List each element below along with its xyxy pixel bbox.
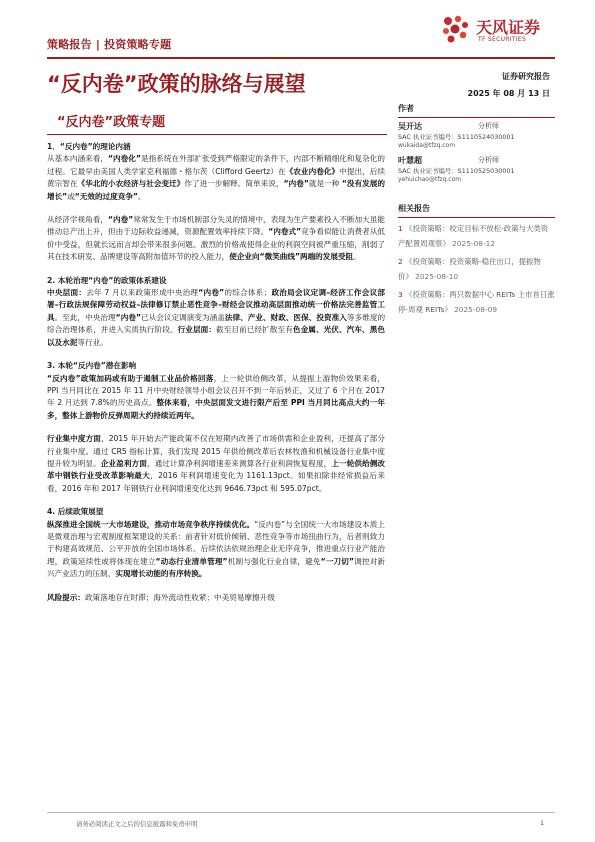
section-1-title: 1．“反内卷”的理论内涵 xyxy=(47,142,131,151)
author-sac: SAC 执业证书编号：S1110524030001 xyxy=(398,133,515,141)
logo-name: 天风证券 xyxy=(476,18,541,37)
author-email[interactable]: yehuichao@tfzq.com xyxy=(398,176,462,183)
author-sac: SAC 执业证书编号：S1110525030001 xyxy=(398,167,515,175)
page-title: “反内卷”政策的脉络与展望 xyxy=(47,72,306,96)
author-role: 分析师 xyxy=(478,122,499,130)
related-report[interactable]: 1 《投资策略：咬定目标不放松-政策与大类资产配置周观察》 2025-08-12 xyxy=(398,224,549,248)
author-role: 分析师 xyxy=(478,156,499,164)
section-3-title: 3. 本轮“反内卷”潜在影响 xyxy=(47,361,137,371)
author-card xyxy=(398,155,555,195)
related-report[interactable]: 2 《投资策略：投资策略-稳住出口，提振物价》 2025-08-10 xyxy=(398,257,541,281)
section-3-paragraph-2: 行业集中度方面，2015 年开始去产能政策不仅在短期内改善了市场供需和企业盈利，还提高了部分行业集中度。通过 CR5 指标计算，我们发现 2015 年供给侧改革后农林牧渔和机械设备行业集中度提升较为明显。企业盈利方面，通过计算净利润增速差来测算各行业利润恢复程度，上一轮供给侧改革中钢铁行业受改革影响最大，2016 年利润增速变化为 1161.13pct。如果扣除非经常损益后来看，2016 年和 2017 年钢铁行业利润增速变化达到 9646.73pct 和 595.07pct。 xyxy=(47,434,386,493)
related-report[interactable]: 3 《投资策略：两只数据中心 REITs 上市首日涨停-周观 REITs》 2025-08-09 xyxy=(398,290,555,314)
logo-mark-icon xyxy=(438,13,472,47)
report-category: 策略报告 | 投资策略专题 xyxy=(47,38,172,51)
section-2-paragraph: 中央层面：去年 7 月以来政策形成中央治理“内卷”的综合体系；政治局会议定调–经济工作会议部署–行政法规保障劳动权益–法律修订禁止恶性竞争–财经会议推动高层面推动统一价格法完善监管工具。至此，中央治理“内卷”已从会议定调演变为涵盖法律、产业、财政、医保、投资准入等多维度的综合治理体系，并进入实质执行阶段。行业层面：截至目前已经扩散至有色金属、光伏、汽车、黑色以及水泥等行业。 xyxy=(47,288,386,347)
subtitle-divider xyxy=(47,134,387,135)
report-date: 2025 年 08 月 13 日 xyxy=(467,89,550,98)
section-4-title: 4. 后续政策展望 xyxy=(47,507,104,517)
report-type: 证券研究报告 xyxy=(502,72,550,81)
section-4-paragraph: 纵深推进全国统一大市场建设，推动市场竞争秩序持续优化。“反内卷”与全国统一大市场建设本质上是微观治理与宏观制度框架建设的关系：前者针对低价倾销、恶性竞争等市场扭曲行为，后者则致力于构建高效规范、公平开放的全国市场体系。后续依法依规治理企业无序竞争，推进重点行业产能治理，政策延续性或将体现在建立“动态行业清单管理”机制与强化行业自律，避免“一刀切”调控对新兴产业活力的压制，实现增长动能的有序转换。 xyxy=(47,519,386,579)
header-divider xyxy=(47,57,555,59)
footer-divider xyxy=(47,812,555,813)
author-name: 叶慧超 xyxy=(398,156,422,165)
subtitle: “反内卷”政策专题 xyxy=(57,115,166,130)
section-3-paragraph-1: “反内卷”政策加码或有助于遏制工业品价格回落。上一轮供给侧改革，从提振上游物价效果来看，PPI 当月同比在 2015 年 11 月中央财经领导小组会议召开不到一年后转正，又过了 6 个月在 2017 年 2 月达到 7.8%的历史高点。整体来看，中央层面发文进行限产后至 PPI 当月同比高点大约一年多，整体上游物价反弹周期大约持续近两年。 xyxy=(47,373,385,420)
disclaimer: 请务必阅读正文之后的信息披露和免责申明 xyxy=(76,820,198,828)
authors-heading: 作者 xyxy=(398,103,555,118)
author-name: 吴开达 xyxy=(398,122,422,131)
logo-english: TF SECURITIES xyxy=(478,36,527,43)
sidebar xyxy=(398,103,555,317)
page-number: 1 xyxy=(540,819,545,827)
risk-warning: 风险提示：政策落地存在时滞；海外流动性收紧；中美贸易摩擦升级 xyxy=(47,592,275,602)
tf-securities-logo xyxy=(438,13,558,47)
main-content xyxy=(47,141,385,604)
related-heading: 相关报告 xyxy=(398,203,555,218)
section-2-title: 2. 本轮治理“内卷”的政策体系建设 xyxy=(47,275,167,285)
author-email[interactable]: wukaida@tfzq.com xyxy=(398,142,456,149)
section-1-paragraph-1: 从基本内涵来看，“内卷化”是指系统在外部扩张受到严格限定的条件下，内部不断精细化和复杂化的过程。它最早由美国人类学家克利福德・格尔茨（Clifford Geertz）在《农业内卷化》中提出，后续黄宗智在《华北的小农经济与社会变迁》作了进一步解释。简单来说，“内卷”就是一种 “没有发展的增长”或“无效的过度竞争”。 xyxy=(47,154,386,201)
section-1-paragraph-2: 从经济学视角看，“内卷”常常发生于市场机制部分失灵的情境中，表现为生产要素投入不断加大虽能推动总产出上升，但由于边际收益递减，资源配置效率持续下降。“内卷式”竞争看似能让消费者从低价中受益，但就长远而言却会带来很多问题。激烈的价格战使得企业的利润空间被严重压缩，削弱了其在技术研发、品牌建设等高附加值环节的投入能力，使企业向“微笑曲线”两端的发展受阻。 xyxy=(47,215,386,262)
